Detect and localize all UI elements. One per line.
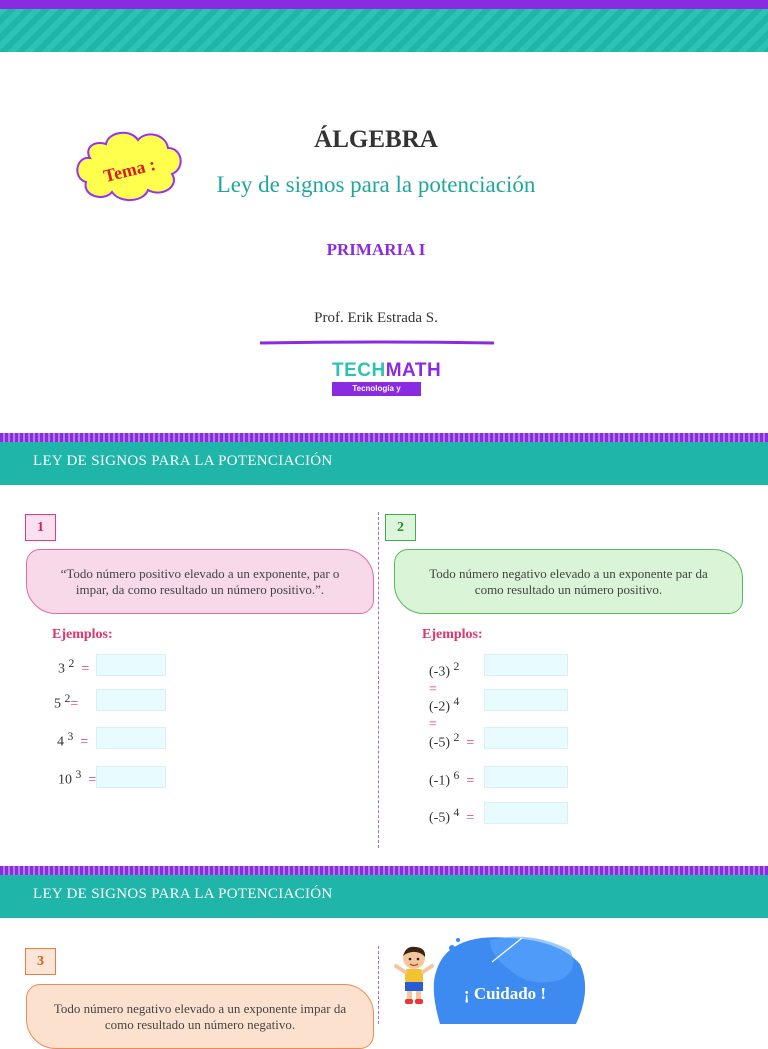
answer-box[interactable] <box>96 727 166 749</box>
answer-box[interactable] <box>484 654 568 676</box>
warning-blob <box>430 930 590 1024</box>
rule-number-1: 1 <box>25 514 56 541</box>
examples-label: Ejemplos: <box>422 627 483 642</box>
warning-label: ¡ Cuidado ! <box>463 984 547 1003</box>
answer-box[interactable] <box>484 727 568 749</box>
rule-number-2: 2 <box>385 514 416 541</box>
column-divider <box>378 946 379 1024</box>
example-expression: (-5) $^4$ = <box>429 806 475 826</box>
examples-label: Ejemplos: <box>52 627 113 642</box>
answer-box[interactable] <box>96 766 166 788</box>
logo-tagline: Tecnología y Matemática <box>332 382 421 396</box>
section-title: LEY DE SIGNOS PARA LA POTENCIACIÓN <box>33 886 333 902</box>
rule-1-text: “Todo número positivo elevado a un exponente, par o impar, da como resultado un número positivo.”. <box>26 549 374 614</box>
rule-2-text: Todo número negativo elevado a un exponente par da como resultado un número positivo. <box>394 549 743 614</box>
subject-title: ÁLGEBRA <box>314 126 438 153</box>
logo-wordmark: TECHMATH <box>332 360 442 381</box>
answer-box[interactable] <box>484 766 568 788</box>
section-header-stripe <box>0 433 768 442</box>
column-divider <box>378 512 379 848</box>
answer-box[interactable] <box>484 802 568 824</box>
section-header-2 <box>0 866 768 918</box>
example-expression: (-1) $^6$ = <box>429 769 475 789</box>
answer-box[interactable] <box>96 654 166 676</box>
example-expression: 3 $^2$ = <box>58 657 90 677</box>
answer-box[interactable] <box>484 689 568 711</box>
top-banner <box>0 0 768 52</box>
answer-box[interactable] <box>96 689 166 711</box>
section-title: LEY DE SIGNOS PARA LA POTENCIACIÓN <box>33 453 333 469</box>
tema-label: Tema : <box>101 153 158 187</box>
section-header-1 <box>0 433 768 485</box>
rule-3-text: Todo número negativo elevado a un exponente impar da como resultado un número negativo. <box>26 984 374 1049</box>
example-expression: (-2) $^4$ = <box>429 695 460 732</box>
example-expression: 4 $^3$ = <box>57 730 89 750</box>
techmath-logo <box>326 358 442 407</box>
topic-title: Ley de signos para la potenciación <box>216 172 536 197</box>
example-expression: (-5) $^2$ = <box>429 731 475 751</box>
top-purple-stripe <box>0 0 768 9</box>
example-expression: 5 $^2$= <box>54 692 79 712</box>
example-expression: 10 $^3$ = <box>58 768 97 788</box>
example-expression: (-3) $^2$ = <box>429 660 460 697</box>
level-label: PRIMARIA I <box>326 240 426 259</box>
rule-number-3: 3 <box>25 948 56 975</box>
section-header-stripe <box>0 866 768 875</box>
teacher-name: Prof. Erik Estrada S. <box>314 310 438 326</box>
signature-underline <box>260 341 494 345</box>
